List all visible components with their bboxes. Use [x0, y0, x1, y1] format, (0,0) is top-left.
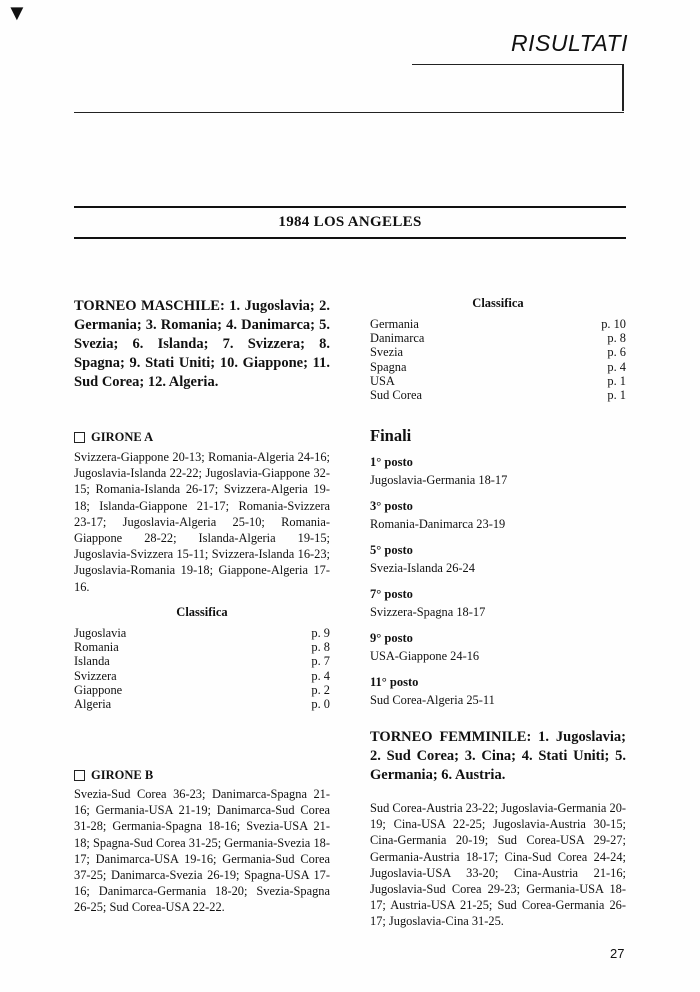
team-name: USA	[370, 373, 395, 388]
place-result: Jugoslavia-Germania 18-17	[370, 473, 508, 487]
standings-row	[370, 317, 626, 331]
team-points: p. 0	[311, 697, 330, 712]
checkbox-square-icon	[74, 770, 85, 781]
header-frame	[412, 64, 624, 111]
place-label: 5° posto	[370, 543, 413, 557]
group-b-results: Svezia-Sud Corea 36-23; Danimarca-Spagna 21-16; Germania-USA 21-19; Danimarca-Sud Corea 31-28; Germania-Spagna 18-16; Svezia-USA 21-18; Spagna-Sud Corea 31-25; Germania-Svezia 18-17; Danimarca-USA 19-16; Germania-Sud Corea 37-25; Danimarca-Svezia 26-19; Spagna-USA 17-16; Danimarca-Germania 18-20; Svezia-Spagna 26-25; Sud Corea-USA 22-22.	[74, 787, 330, 915]
team-name: Sud Corea	[370, 388, 422, 403]
place-result: Svezia-Islanda 26-24	[370, 561, 475, 575]
team-name: Islanda	[74, 654, 110, 669]
standings-row	[74, 626, 330, 640]
team-name: Algeria	[74, 697, 112, 712]
standings-row	[74, 654, 330, 668]
place-label: 9° posto	[370, 631, 413, 645]
binding-mark: ▼	[6, 0, 28, 25]
standings-row	[370, 388, 626, 402]
men-tournament-summary: TORNEO MASCHILE: 1. Jugoslavia; 2. Germania; 3. Romania; 4. Danimarca; 5. Svezia; 6. Islanda; 7. Svizzera; 8. Spagna; 9. Stati Uniti; 10. Giappone; 11. Sud Corea; 12. Algeria.	[74, 298, 330, 390]
header-rule	[74, 112, 624, 113]
place-label: 7° posto	[370, 587, 413, 601]
standings-row	[74, 683, 330, 697]
team-points: p. 1	[607, 388, 626, 403]
page-header-title: RISULTATI	[511, 30, 628, 56]
section-title: 1984 LOS ANGELES	[278, 214, 422, 230]
team-name: Giappone	[74, 682, 123, 697]
team-points: p. 2	[311, 682, 330, 697]
team-name: Svezia	[370, 345, 404, 360]
section-rule-bottom	[74, 237, 626, 239]
standings-row	[74, 697, 330, 711]
place-label: 11° posto	[370, 675, 419, 689]
team-name: Germania	[370, 317, 419, 331]
page-number: 27	[610, 946, 625, 961]
team-name: Svizzera	[74, 668, 117, 683]
place-label: 1° posto	[370, 455, 413, 469]
group-b-heading	[74, 768, 330, 783]
group-b-standings	[370, 317, 626, 402]
place-result: Sud Corea-Algeria 25-11	[370, 693, 495, 707]
section-rule-top	[74, 206, 626, 208]
finals-title: Finali	[370, 426, 412, 445]
checkbox-square-icon	[74, 432, 85, 443]
team-points: p. 8	[311, 640, 330, 655]
place-label: 3° posto	[370, 499, 413, 513]
team-points: p. 7	[311, 654, 330, 669]
women-results: Sud Corea-Austria 23-22; Jugoslavia-Germania 20-19; Cina-USA 22-25; Jugoslavia-Austria 30-15; Cina-Germania 20-19; Sud Corea-USA 29-27; Germania-Austria 18-17; Cina-Sud Corea 24-24; Jugoslavia-USA 33-20; Cina-Austria 21-16; Jugoslavia-Sud Corea 29-23; Germania-USA 18-17; Austria-USA 21-25; Sud Corea-Germania 26-17; Jugoslavia-Cina 31-25.	[370, 801, 627, 929]
team-name: Danimarca	[370, 331, 425, 346]
group-b-title: GIRONE B	[91, 768, 154, 782]
final-place	[370, 631, 626, 675]
standings-row	[370, 331, 626, 345]
final-place	[370, 499, 626, 543]
standings-row	[74, 669, 330, 683]
team-name: Romania	[74, 640, 119, 655]
final-place	[370, 455, 626, 499]
team-points: p. 10	[601, 317, 626, 331]
group-a-standings-title: Classifica	[176, 605, 228, 619]
group-a-results: Svizzera-Giappone 20-13; Romania-Algeria 24-16; Jugoslavia-Islanda 22-22; Jugoslavia-Giappone 32-15; Romania-Islanda 26-17; Svizzera-Algeria 19-18; Islanda-Giappone 21-17; Romania-Svizzera 23-17; Jugoslavia-Algeria 25-10; Romania-Giappone 28-22; Islanda-Algeria 19-15; Jugoslavia-Svizzera 15-11; Svizzera-Islanda 16-23; Jugoslavia-Romania 19-18; Giappone-Algeria 17-16.	[74, 450, 330, 594]
team-points: p. 9	[311, 626, 330, 640]
final-place	[370, 675, 626, 719]
standings-row	[370, 345, 626, 359]
place-result: Romania-Danimarca 23-19	[370, 517, 506, 531]
standings-row	[370, 374, 626, 388]
standings-row	[74, 640, 330, 654]
team-points: p. 1	[607, 373, 626, 388]
women-tournament-summary: TORNEO FEMMINILE: 1. Jugoslavia; 2. Sud Corea; 3. Cina; 4. Stati Uniti; 5. Germania; 6. Austria.	[370, 729, 626, 783]
place-result: USA-Giappone 24-16	[370, 649, 480, 663]
place-result: Svizzera-Spagna 18-17	[370, 605, 486, 619]
group-b-standings-title: Classifica	[472, 296, 524, 310]
team-name: Spagna	[370, 359, 407, 374]
group-a-heading	[74, 430, 330, 445]
team-name: Jugoslavia	[74, 626, 127, 640]
team-points: p. 6	[607, 345, 626, 360]
group-a-title: GIRONE A	[91, 430, 154, 444]
final-place	[370, 543, 626, 587]
final-place	[370, 587, 626, 631]
team-points: p. 8	[607, 331, 626, 346]
standings-row	[370, 360, 626, 374]
group-a-standings	[74, 626, 330, 711]
finals-list	[370, 455, 626, 719]
team-points: p. 4	[607, 359, 626, 374]
team-points: p. 4	[311, 668, 330, 683]
